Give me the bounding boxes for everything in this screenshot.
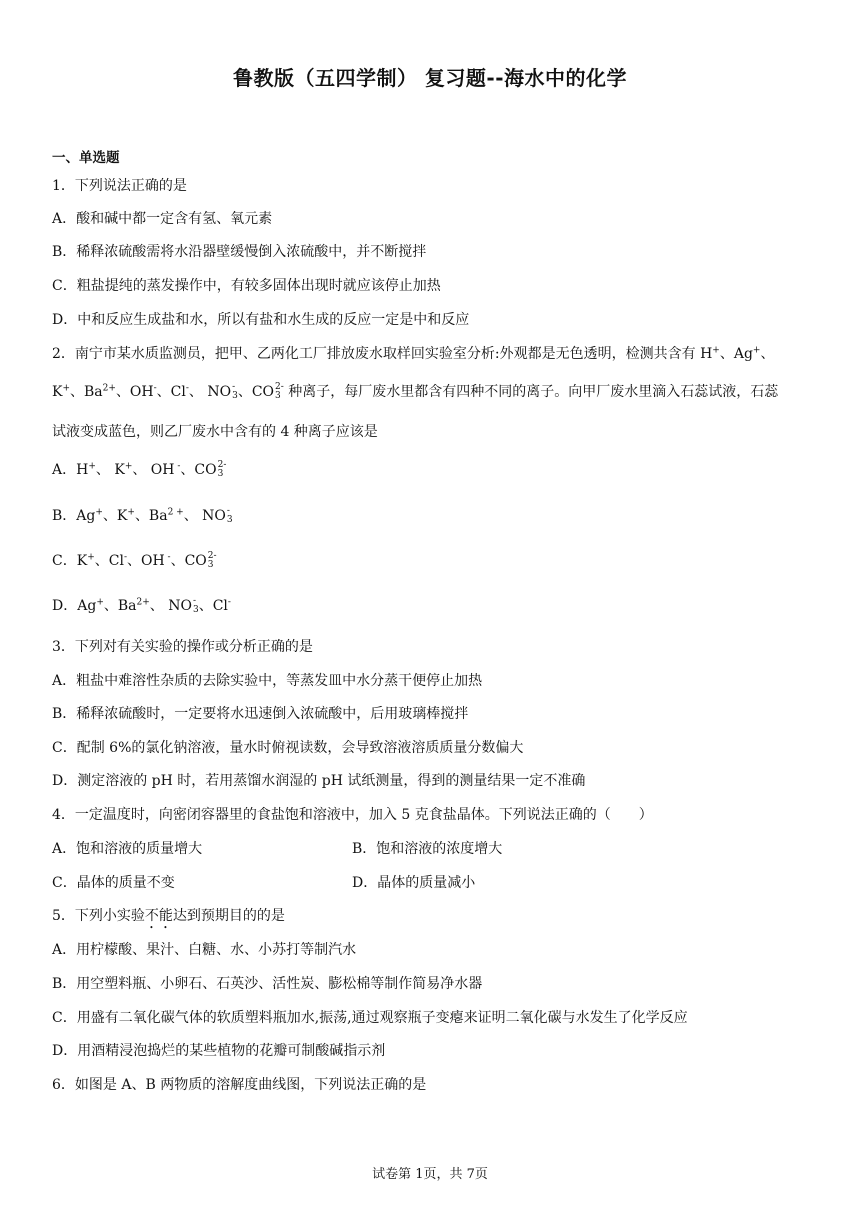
question-1-option-b: B．稀释浓硫酸需将水沿器壁缓慢倒入浓硫酸中，并不断搅拌 <box>52 244 427 260</box>
question-2-line-3: 试液变成蓝色，则乙厂废水中含有的 4 种离子应该是 <box>52 424 378 440</box>
question-2-option-c: C．K+、Cl-、OH -、CO 2- 3 <box>52 551 217 570</box>
option-label: B． <box>52 508 77 524</box>
question-3-option-d: D．测定溶液的 pH 时，若用蒸馏水润湿的 pH 试纸测量，得到的测量结果一定不准确 <box>52 773 586 789</box>
question-5-option-b: B．用空塑料瓶、小卵石、石英沙、活性炭、膨松棉等制作简易净水器 <box>52 976 483 992</box>
question-2-line-1: 2．南宁市某水质监测员，把甲、乙两化工厂排放废水取样回实验室分析:外观都是无色透明，检测共含有 H+、Ag+、 <box>52 345 775 362</box>
question-5-option-c: C．用盛有二氧化碳气体的软质塑料瓶加水,振荡,通过观察瓶子变瘪来证明二氧化碳与水发生了化学反应 <box>52 1010 688 1026</box>
question-2-text-cont: 种离子，每厂废水里都含有四种不同的离子。向甲厂废水里滴入石蕊试液，石蕊 <box>288 384 779 400</box>
option-label: C． <box>52 553 77 569</box>
question-2-text: 2．南宁市某水质监测员，把甲、乙两化工厂排放废水取样回实验室分析:外观都是无色透明，检测共含有 H <box>52 346 713 362</box>
question-2-option-d: D．Ag+、$Ba^{2+}$、 NO - 3 、Cl- <box>52 596 231 615</box>
question-4-stem: 4．一定温度时，向密闭容器里的食盐饱和溶液中，加入 5 克食盐晶体。下列说法正确的（ ） <box>52 807 653 823</box>
question-1-option-c: C．粗盐提纯的蒸发操作中，有较多固体出现时就应该停止加热 <box>52 278 441 294</box>
option-label: D． <box>52 598 78 614</box>
emphasis-text: 不能 <box>144 908 173 924</box>
question-6-stem: 6．如图是 A、B 两物质的溶解度曲线图，下列说法正确的是 <box>52 1077 427 1093</box>
question-1-stem: 1．下列说法正确的是 <box>52 178 187 194</box>
question-5-text-cont: 达到预期目的的是 <box>172 908 285 924</box>
question-4-option-b: B．饱和溶液的浓度增大 <box>352 841 503 857</box>
page-footer: 试卷第 1页，共 7页 <box>372 1167 488 1182</box>
question-1-option-a: A．酸和碱中都一定含有氢、氧元素 <box>52 211 273 227</box>
question-3-option-c: C．配制 6%的氯化钠溶液，量水时俯视读数，会导致溶液溶质质量分数偏大 <box>52 740 524 756</box>
question-2-line-2: K+、$Ba^{2+}$、OH-、Cl-、 NO - 3 、CO 2- 3 种离子，每厂废水里都含有四种不同的离子。向甲厂废水里滴入石蕊试液，石蕊 <box>52 382 779 401</box>
question-3-option-a: A．粗盐中难溶性杂质的去除实验中，等蒸发皿中水分蒸干便停止加热 <box>52 673 483 689</box>
question-4-option-d: D．晶体的质量减小 <box>352 875 476 891</box>
question-3-stem: 3．下列对有关实验的操作或分析正确的是 <box>52 639 313 655</box>
question-4-option-c: C．晶体的质量不变 <box>52 875 175 891</box>
option-label: A． <box>52 462 77 478</box>
question-5-option-a: A．用柠檬酸、果汁、白糖、水、小苏打等制汽水 <box>52 942 357 958</box>
question-4-option-a: A．饱和溶液的质量增大 <box>52 841 203 857</box>
page-title: 鲁教版（五四学制） 复习题--海水中的化学 <box>232 66 628 90</box>
question-2-option-a: A．H+、 K+、 OH -、CO 2- 3 <box>52 460 227 479</box>
section-heading: 一、单选题 <box>52 150 120 166</box>
question-5-option-d: D．用酒精浸泡捣烂的某些植物的花瓣可制酸碱指示剂 <box>52 1043 386 1059</box>
question-5-text: 5．下列小实验 <box>52 908 145 924</box>
question-1-option-d: D．中和反应生成盐和水，所以有盐和水生成的反应一定是中和反应 <box>52 312 470 328</box>
question-5-stem <box>52 905 285 932</box>
question-2-option-b: B．Ag+、K+、$Ba^{2 +}$、 NO - 3 <box>52 506 233 525</box>
question-3-option-b: B．稀释浓硫酸时，一定要将水迅速倒入浓硫酸中，后用玻璃棒搅拌 <box>52 706 469 722</box>
